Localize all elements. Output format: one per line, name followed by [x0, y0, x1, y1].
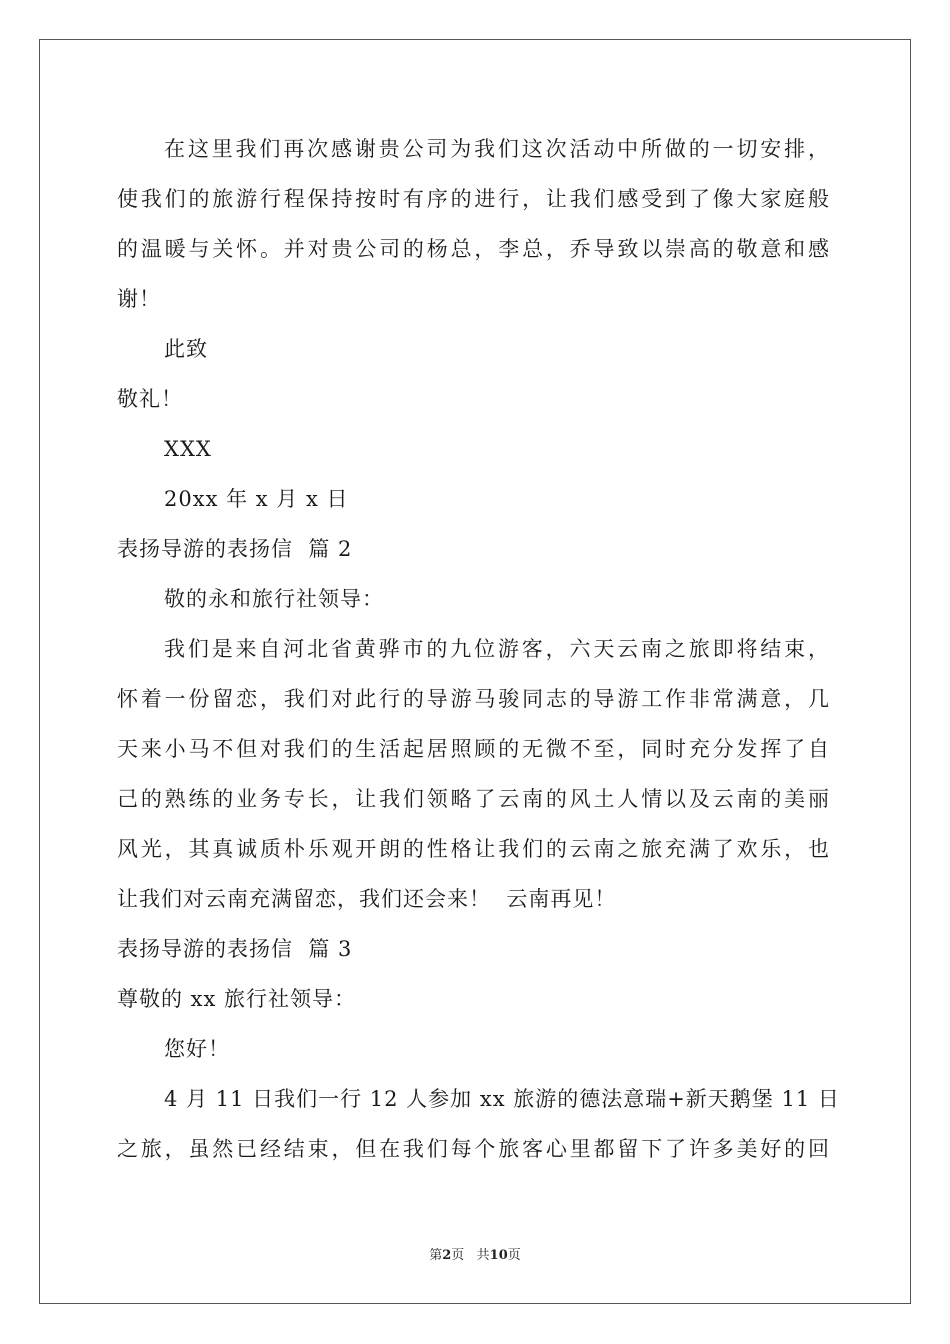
- greeting-line: 您好！: [164, 1037, 230, 1061]
- page-footer: [0, 1248, 950, 1264]
- paragraph-line: 的温暖与关怀。并对贵公司的杨总，李总，乔导致以崇高的敬意和感: [117, 237, 830, 261]
- section-heading: 表扬导游的表扬信 篇 2: [117, 537, 353, 561]
- closing-line: 此致: [164, 337, 208, 361]
- paragraph-line: 风光，其真诚质朴乐观开朗的性格让我们的云南之旅充满了欢乐，也: [117, 837, 830, 861]
- paragraph-line: 4 月 11 日我们一行 12 人参加 xx 旅游的德法意瑞+新天鹅堡 11 日: [164, 1087, 840, 1111]
- page-border: [39, 39, 911, 1304]
- salutation-line: 敬的永和旅行社领导：: [164, 587, 384, 611]
- paragraph-line: 让我们对云南充满留恋，我们还会来！ 云南再见！: [117, 887, 617, 911]
- salutation-line: 尊敬的 xx 旅行社领导：: [117, 987, 357, 1011]
- paragraph-line: 谢！: [117, 287, 161, 311]
- closing-line: 敬礼！: [117, 387, 183, 411]
- footer-total-pages: 10: [489, 1248, 508, 1263]
- paragraph-line: 我们是来自河北省黄骅市的九位游客，六天云南之旅即将结束，: [164, 637, 830, 661]
- footer-middle: 页 共: [451, 1248, 490, 1263]
- signature-line: XXX: [164, 437, 212, 461]
- paragraph-line: 己的熟练的业务专长，让我们领略了云南的风土人情以及云南的美丽: [117, 787, 830, 811]
- paragraph-line: 天来小马不但对我们的生活起居照顾的无微不至，同时充分发挥了自: [117, 737, 830, 761]
- section-heading: 表扬导游的表扬信 篇 3: [117, 937, 353, 961]
- paragraph-line: 之旅，虽然已经结束，但在我们每个旅客心里都留下了许多美好的回: [117, 1137, 830, 1161]
- footer-prefix: 第: [429, 1248, 443, 1263]
- paragraph-line: 在这里我们再次感谢贵公司为我们这次活动中所做的一切安排，: [164, 137, 830, 161]
- paragraph-line: 使我们的旅游行程保持按时有序的进行，让我们感受到了像大家庭般: [117, 187, 830, 211]
- date-line: 20xx 年 x 月 x 日: [164, 487, 349, 511]
- footer-current-page: 2: [442, 1248, 452, 1263]
- paragraph-line: 怀着一份留恋，我们对此行的导游马骏同志的导游工作非常满意，几: [117, 687, 830, 711]
- footer-suffix: 页: [507, 1248, 521, 1263]
